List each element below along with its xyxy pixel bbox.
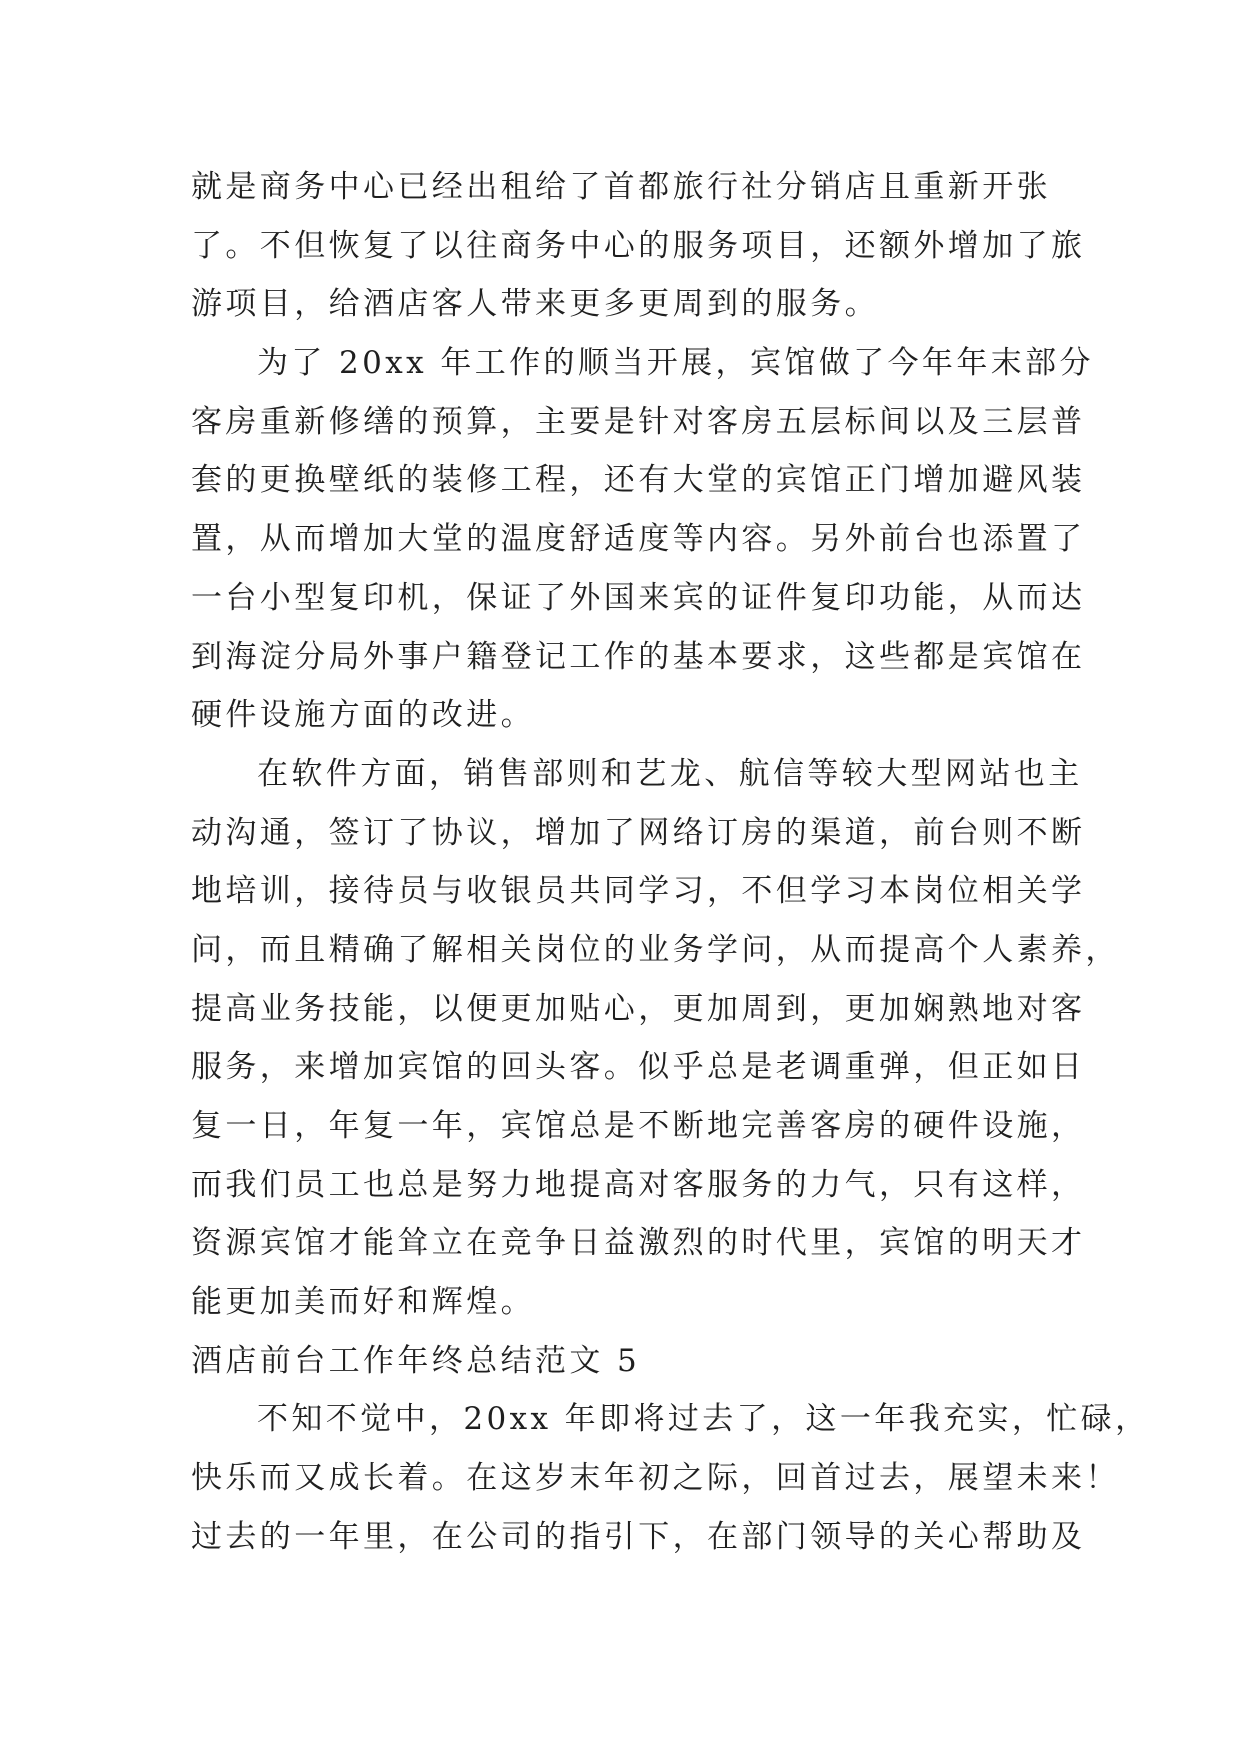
text-line: 快乐而又成长着。在这岁末年初之际，回首过去，展望未来！ [191, 1460, 1120, 1497]
text-line: 就是商务中心已经出租给了首都旅行社分销店且重新开张 [191, 169, 1051, 205]
text-line: 动沟通，签订了协议，增加了网络订房的渠道，前台则不断 [191, 814, 1086, 851]
text-line: 客房重新修缮的预算，主要是针对客房五层标间以及三层普 [191, 403, 1086, 440]
paragraph-first-line: 为了 20xx 年工作的顺当开展，宾馆做了今年年末部分 [257, 345, 1094, 382]
text-line: 硬件设施方面的改进。 [191, 697, 535, 734]
text-line: 能更加美而好和辉煌。 [191, 1284, 535, 1321]
document-body [191, 158, 1150, 1567]
text-line: 而我们员工也总是努力地提高对客服务的力气，只有这样， [191, 1166, 1086, 1203]
section-heading: 酒店前台工作年终总结范文 5 [191, 1342, 641, 1379]
text-line: 提高业务技能，以便更加贴心，更加周到，更加娴熟地对客 [191, 990, 1086, 1027]
text-line: 服务，来增加宾馆的回头客。似乎总是老调重弹，但正如日 [191, 1049, 1086, 1086]
text-line: 资源宾馆才能耸立在竞争日益激烈的时代里，宾馆的明天才 [191, 1225, 1086, 1262]
text-line: 游项目，给酒店客人带来更多更周到的服务。 [191, 286, 879, 323]
text-line: 一台小型复印机，保证了外国来宾的证件复印功能，从而达 [191, 579, 1086, 616]
text-line: 过去的一年里，在公司的指引下，在部门领导的关心帮助及 [191, 1518, 1086, 1555]
paragraph-first-line: 不知不觉中，20xx 年即将过去了，这一年我充实，忙碌， [257, 1401, 1150, 1438]
text-line: 到海淀分局外事户籍登记工作的基本要求，这些都是宾馆在 [191, 638, 1086, 675]
text-line: 复一日，年复一年，宾馆总是不断地完善客房的硬件设施， [191, 1108, 1086, 1144]
text-line: 置，从而增加大堂的温度舒适度等内容。另外前台也添置了 [191, 521, 1086, 558]
text-line: 了。不但恢复了以往商务中心的服务项目，还额外增加了旅 [191, 227, 1086, 264]
paragraph-first-line: 在软件方面，销售部则和艺龙、航信等较大型网站也主 [257, 755, 1083, 792]
text-line: 套的更换壁纸的装修工程，还有大堂的宾馆正门增加避风装 [191, 462, 1086, 499]
text-line: 地培训，接待员与收银员共同学习，不但学习本岗位相关学 [191, 873, 1086, 910]
text-line: 问，而且精确了解相关岗位的业务学问，从而提高个人素养， [191, 931, 1120, 968]
